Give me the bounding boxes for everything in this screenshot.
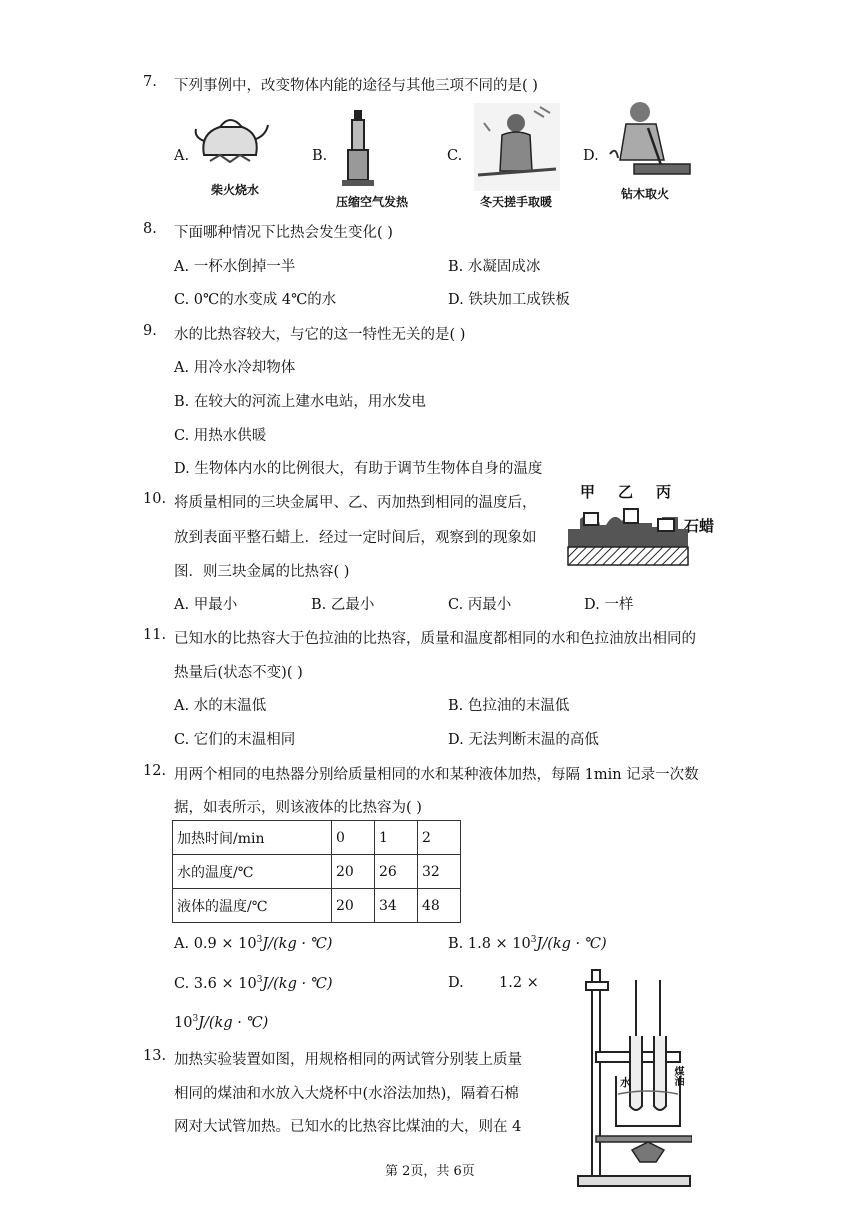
q10-stem-line-1: 将质量相同的三块金属甲、乙、丙加热到相同的温度后，	[174, 495, 537, 511]
q12-option-b: B. $1.8 \times 10^3J/(kg$ · ℃)	[448, 935, 607, 952]
table-cell: 水的温度/℃	[173, 855, 332, 889]
q11-stem-line-2: 热量后(状态不变)( )	[174, 665, 303, 681]
q9-option-b: B. 在较大的河流上建水电站，用水发电	[174, 394, 426, 410]
kettle-image	[190, 105, 270, 165]
q12-option-d-letter: D.	[448, 975, 464, 991]
air-compression-device-image	[340, 106, 380, 190]
metal-bing-label: 丙	[656, 483, 672, 501]
table-cell: 34	[375, 889, 418, 923]
q7-option-c-caption: 冬天搓手取暖	[480, 195, 553, 209]
metal-yi-label: 乙	[618, 483, 634, 501]
table-cell: 48	[418, 889, 461, 923]
q11-option-b: B. 色拉油的末温低	[448, 698, 570, 714]
table-row	[173, 855, 461, 889]
metal-jia-label: 甲	[580, 483, 596, 501]
q7-option-b-caption: 压缩空气发热	[336, 195, 409, 209]
wax-label: 石蜡	[684, 517, 715, 535]
q7-stem: 下列事例中，改变物体内能的途径与其他三项不同的是( )	[174, 78, 538, 94]
table-row	[173, 889, 461, 923]
water-bath-apparatus-figure	[576, 966, 692, 1188]
table-row	[173, 821, 461, 855]
q10-option-d: D. 一样	[584, 597, 634, 613]
q11-stem-line-1: 已知水的比热容大于色拉油的比热容，质量和温度都相同的水和色拉油放出相同的	[174, 631, 696, 647]
q8-number: 8.	[143, 221, 157, 237]
q12-option-c: C. $3.6 \times 10^3J/(kg$ · ℃)	[174, 975, 333, 992]
q8-option-a: A. 一杯水倒掉一半	[174, 259, 296, 275]
q9-option-c: C. 用热水供暖	[174, 428, 267, 444]
q9-option-d: D. 生物体内水的比例很大，有助于调节生物体自身的温度	[174, 461, 543, 477]
q10-option-a: A. 甲最小	[174, 597, 238, 613]
table-cell: 26	[375, 855, 418, 889]
q7-option-b-letter: B.	[312, 148, 328, 164]
q7-option-c-letter: C.	[447, 148, 463, 164]
table-cell: 2	[418, 821, 461, 855]
table-cell: 液体的温度/℃	[173, 889, 332, 923]
wax-block-drawing	[566, 499, 690, 569]
q10-stem-line-2: 放到表面平整石蜡上．经过一定时间后，观察到的现象如	[174, 530, 537, 546]
q9-number: 9.	[143, 323, 157, 339]
q10-option-c: C. 丙最小	[448, 597, 512, 613]
q10-option-b: B. 乙最小	[311, 597, 375, 613]
table-cell: 1	[375, 821, 418, 855]
table-cell: 32	[418, 855, 461, 889]
q9-option-a: A. 用冷水冷却物体	[174, 360, 296, 376]
q7-option-d-letter: D.	[583, 148, 599, 164]
q13-stem-line-3: 网对大试管加热。已知水的比热容比煤油的大，则在 4	[174, 1119, 522, 1135]
q8-option-d: D. 铁块加工成铁板	[448, 292, 570, 308]
q10-stem-line-3: 图．则三块金属的比热容( )	[174, 564, 350, 580]
q12-option-d-continued: $10^3J/(kg$ · ℃)	[174, 1014, 269, 1031]
table-cell: 20	[332, 889, 375, 923]
q12-data-table	[172, 820, 461, 923]
drilling-wood-fire-image	[604, 98, 696, 182]
q12-stem-line-1: 用两个相同的电热器分别给质量相同的水和某种液体加热，每隔 1min 记录一次数	[174, 767, 699, 783]
table-cell: 20	[332, 855, 375, 889]
q13-stem-line-2: 相同的煤油和水放入大烧杯中(水浴法加热)，隔着石棉	[174, 1086, 519, 1102]
page-footer: 第 2页，共 6页	[385, 1164, 475, 1179]
q8-option-b: B. 水凝固成冰	[448, 259, 541, 275]
q12-stem-line-2: 据，如表所示，则该液体的比热容为( )	[174, 800, 422, 816]
q13-stem-line-1: 加热实验装置如图，用规格相同的两试管分别装上质量	[174, 1052, 522, 1068]
water-label: 水	[620, 1076, 631, 1089]
table-cell: 加热时间/min	[173, 821, 332, 855]
q12-option-a: A. $0.9 \times 10^3J/(kg$ · ℃)	[174, 935, 333, 952]
q12-option-d-coef: 1.2 ×	[499, 975, 539, 991]
kerosene-label: 煤油	[672, 1066, 683, 1086]
paraffin-wax-figure	[566, 481, 716, 571]
q11-number: 11.	[143, 627, 167, 643]
q13-number: 13.	[143, 1048, 167, 1064]
q9-stem: 水的比热容较大，与它的这一特性无关的是( )	[174, 327, 466, 343]
q10-number: 10.	[143, 491, 167, 507]
q11-option-a: A. 水的末温低	[174, 698, 267, 714]
q7-option-d-caption: 钻木取火	[621, 187, 670, 201]
q7-option-a-caption: 柴火烧水	[211, 183, 260, 197]
q8-stem: 下面哪种情况下比热会发生变化( )	[174, 225, 393, 241]
q7-number: 7.	[143, 74, 157, 90]
q11-option-c: C. 它们的末温相同	[174, 732, 296, 748]
table-cell: 0	[332, 821, 375, 855]
q11-option-d: D. 无法判断末温的高低	[448, 732, 599, 748]
q7-option-a-letter: A.	[174, 148, 190, 164]
q8-option-c: C. 0℃的水变成 4℃的水	[174, 292, 337, 308]
q12-number: 12.	[143, 763, 167, 779]
rubbing-hands-image	[474, 103, 560, 191]
